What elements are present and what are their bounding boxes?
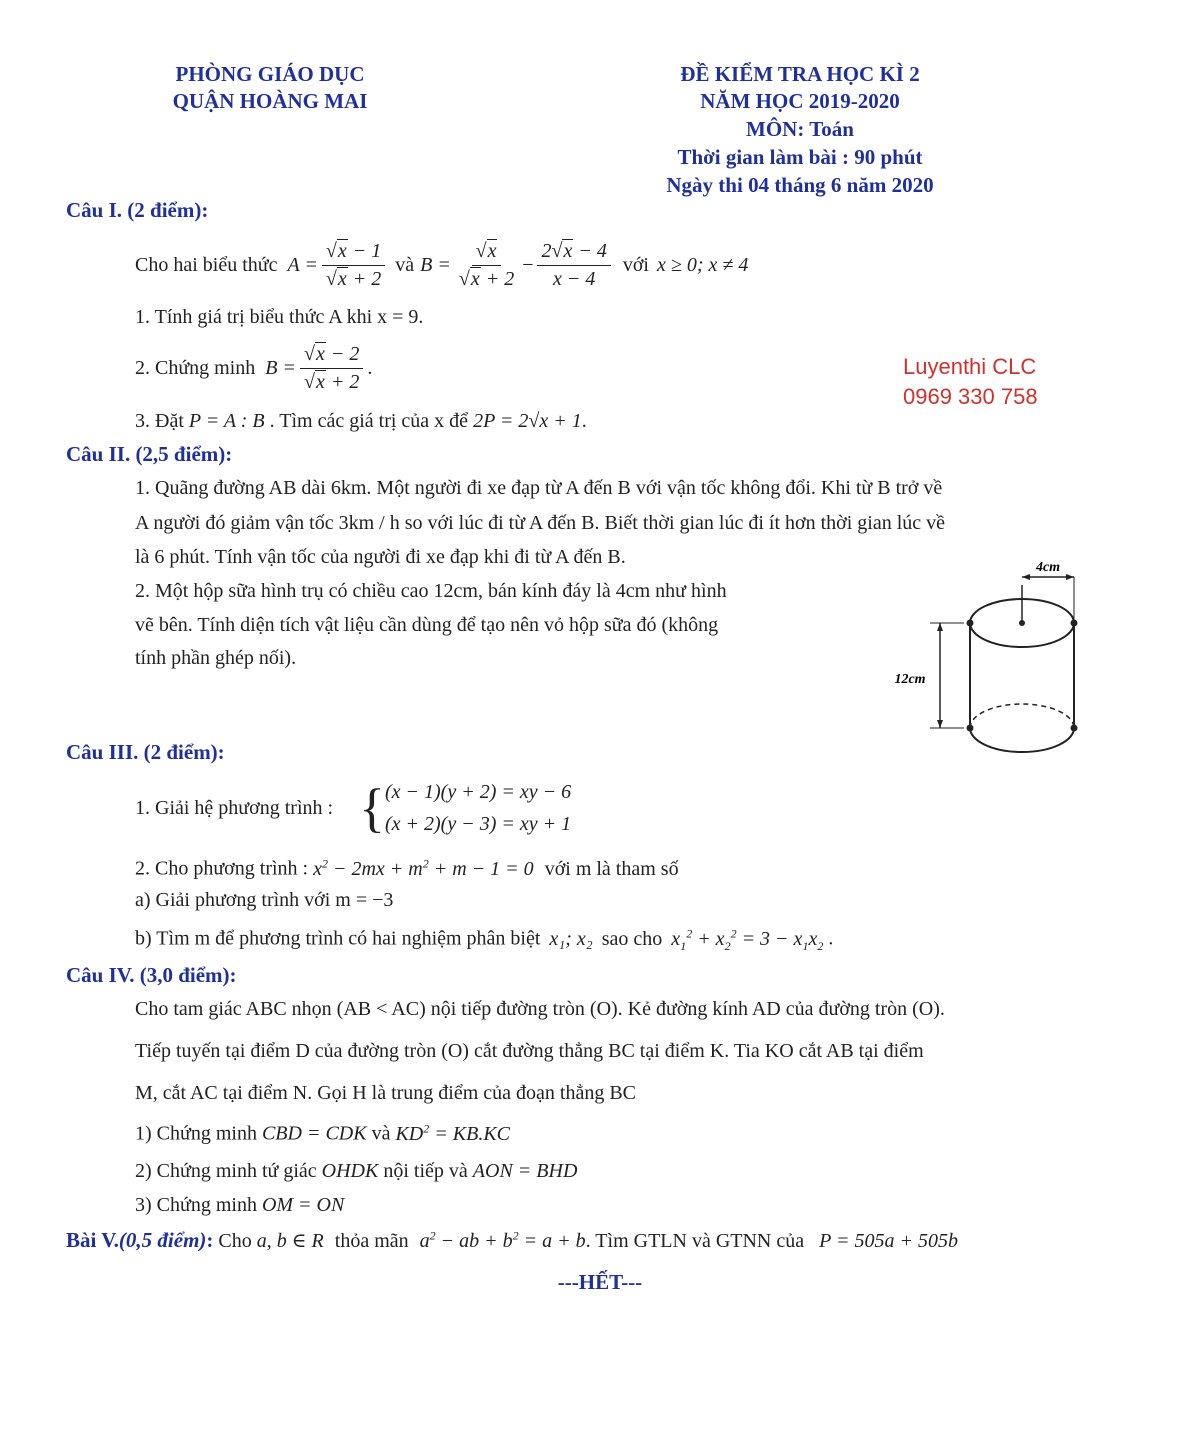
end-marker: ---HẾT--- [557, 1270, 643, 1294]
q5-text1: Cho [218, 1230, 252, 1252]
q5-expr: P = 505a + 505b [819, 1230, 958, 1252]
q4-part2-expr: AON = BHD [472, 1160, 578, 1182]
q4-line1: Cho tam giác ABC nhọn (AB < AC) nội tiếp đường tròn (O). Kẻ đường kính AD của đường tròn (O). [135, 998, 945, 1020]
dept-name: PHÒNG GIÁO DỤC [175, 62, 365, 86]
q4-part2-mid: nội tiếp và [383, 1160, 468, 1182]
q4-part2-prefix: 2) Chứng minh tứ giác [135, 1160, 317, 1182]
q3-part2: 2. Cho phương trình : $x^2 - 2mx + m^2 + m - 1 = 0$ với m là tham số [135, 856, 679, 880]
q3-part-b-vars: x₁; x₂ [549, 927, 593, 950]
exam-title: ĐỀ KIỂM TRA HỌC KÌ 2 [680, 62, 920, 86]
q5-title: Bài V. [66, 1228, 119, 1252]
q4-part3 [135, 1194, 344, 1217]
q5-points: (0,5 điểm) [118, 1228, 207, 1252]
equation-system [385, 776, 571, 840]
q3-part2-suffix: với m là tham số [544, 857, 679, 880]
q3-part1: 1. Giải hệ phương trình : { (x − 1)(y + 2) = xy − 6 (x + 2)(y − 3) = xy + 1 [135, 778, 572, 838]
equation-1: (x − 1)(y + 2) = xy − 6 [384, 781, 572, 803]
fraction-B2: $\frac{2√x - 4}{x - 4}$ [537, 240, 610, 291]
q1-expressions: Cho hai biểu thức A = $\frac{√x - 1}{√x + 2}$ và B = $\frac{√x}{√x + 2}$ − $\frac{2√x - 4}{x - 4}$ với x ≥ 0; x ≠ 4 [135, 239, 749, 290]
radius-label: 4cm [1035, 560, 1061, 575]
q1-intro: Cho hai biểu thức [135, 253, 278, 276]
q5-colon: : [206, 1228, 214, 1252]
q1-condition: x ≥ 0; x ≠ 4 [657, 253, 749, 276]
watermark-phone: 0969 330 758 [903, 384, 1038, 409]
q1-part3-expr1: P = A : B [188, 410, 265, 432]
q3-part-a: a) Giải phương trình với m = −3 [135, 889, 394, 911]
q2-part2-line1: 2. Một hộp sữa hình trụ có chiều cao 12cm, bán kính đáy là 4cm như hình [135, 580, 727, 602]
cylinder-bottom-back [970, 704, 1074, 728]
q5-text2: thỏa mãn [334, 1230, 409, 1252]
q2-part1-line3: là 6 phút. Tính vận tốc của người đi xe đạp khi đi từ A đến B. [135, 546, 626, 568]
q3-part-b-prefix: b) Tìm m để phương trình có hai nghiệm phân biệt [135, 927, 541, 950]
q4-part2 [135, 1160, 577, 1183]
school-year: NĂM HỌC 2019-2020 [700, 89, 900, 113]
q1-with: với [622, 253, 649, 276]
q1-part1: 1. Tính giá trị biểu thức A khi x = 9. [135, 306, 424, 328]
q1-part3: 3. Đặt P = A : B . Tìm các giá trị của x để 2P = 2√x + 1. [135, 410, 587, 432]
q4-title: Câu IV. (3,0 điểm): [66, 963, 237, 987]
q5: Bài V.(0,5 điểm): Cho a, b ∈ R thỏa mãn $a^2$ − ab + $b^2 = a + b$. Tìm GTLN và GTNN của P = 505a + 505b [66, 1228, 958, 1252]
q3-title: Câu III. (2 điểm): [66, 740, 225, 764]
q1-and: và [395, 253, 415, 276]
cylinder-figure [880, 555, 1100, 755]
q1-part3-mid: . Tìm các giá trị của x để [269, 410, 469, 432]
q3-part-b-mid: sao cho [601, 927, 663, 950]
q1-part3-expr2: 2P = 2√x + 1 [473, 410, 582, 432]
q3-part1-prefix: 1. Giải hệ phương trình : [135, 796, 334, 819]
duration: Thời gian làm bài : 90 phút [677, 145, 923, 169]
fraction-B1: $\frac{√x}{√x + 2}$ [458, 239, 515, 290]
subject: MÔN: Toán [746, 117, 854, 141]
q4-part1-prefix: 1) Chứng minh [135, 1122, 257, 1145]
fraction-B-simplified: $\frac{√x - 2}{√x + 2}$ [300, 343, 363, 394]
q3-part2-prefix: 2. Cho phương trình : [135, 857, 309, 880]
watermark-name: Luyenthi CLC [903, 354, 1037, 379]
q2-title: Câu II. (2,5 điểm): [66, 442, 233, 466]
district-name: QUẬN HOÀNG MAI [172, 89, 368, 113]
q5-text3: . Tìm GTLN và GTNN của [585, 1230, 805, 1252]
q4-line2: Tiếp tuyến tại điểm D của đường tròn (O) cắt đường thẳng BC tại điểm K. Tia KO cắt AB tại điểm [135, 1040, 924, 1062]
fraction-A: $\frac{√x - 1}{√x + 2}$ [322, 240, 385, 291]
center-point [1019, 620, 1025, 626]
equation-2: (x + 2)(y − 3) = xy + 1 [384, 813, 572, 835]
q3-part-b-end: . [828, 927, 834, 950]
q5-vars: a, b ∈ R [256, 1230, 324, 1252]
q2-part2-line3: tính phần ghép nối). [135, 647, 297, 669]
q4-part2-quad: OHDK [321, 1160, 379, 1182]
q1-part2: 2. Chứng minh B = $\frac{√x - 2}{√x + 2}$ . [135, 342, 373, 393]
q4-part1-and: và [371, 1122, 391, 1145]
cylinder-bottom-front [970, 728, 1074, 752]
exam-date: Ngày thi 04 tháng 6 năm 2020 [666, 173, 934, 197]
q1-title: Câu I. (2 điểm): [66, 198, 209, 222]
q4-part3-prefix: 3) Chứng minh [135, 1194, 257, 1216]
q2-part2-line2: vẽ bên. Tính diện tích vật liệu cần dùng để tạo nên vỏ hộp sữa đó (không [135, 614, 719, 636]
q4-part3-expr: OM = ON [261, 1194, 345, 1216]
height-label: 12cm [894, 672, 926, 687]
q4-part1-expr: CBD = CDK [261, 1122, 367, 1145]
q4-line3: M, cắt AC tại điểm N. Gọi H là trung điểm của đoạn thẳng BC [135, 1082, 637, 1104]
q1-part3-prefix: 3. Đặt [135, 410, 184, 432]
q2-part1-line1: 1. Quãng đường AB dài 6km. Một người đi xe đạp từ A đến B với vận tốc không đổi. Khi từ B trở về [135, 477, 943, 499]
q4-part1: 1) Chứng minh CBD = CDK và $KD^2 = KB.KC$ [135, 1121, 510, 1145]
q2-part1-line2: A người đó giảm vận tốc 3km / h so với lúc đi từ A đến B. Biết thời gian lúc đi ít hơn thời gian lúc về [135, 512, 946, 534]
q3-part-b: b) Tìm m để phương trình có hai nghiệm phân biệt x₁; x₂ sao cho $x_1^2 + x_2^2 = 3 - x_1x_2$ . [135, 926, 834, 953]
q1-part2-prefix: 2. Chứng minh [135, 356, 256, 379]
